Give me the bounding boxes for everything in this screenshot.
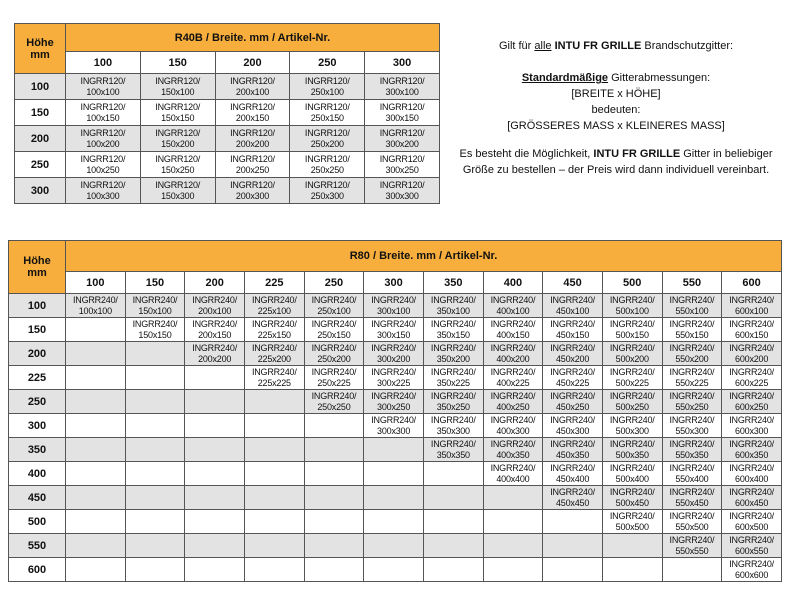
- height-header: 350: [9, 438, 66, 462]
- table-row: [9, 462, 782, 486]
- empty-cell: [364, 534, 424, 558]
- width-header: 200: [185, 272, 245, 294]
- article-cell: INGRR120/ 250x300: [290, 178, 365, 204]
- empty-cell: [185, 462, 245, 486]
- empty-cell: [662, 558, 722, 582]
- article-cell: INGRR240/ 500x500: [602, 510, 662, 534]
- article-cell: INGRR240/ 500x225: [602, 366, 662, 390]
- empty-cell: [185, 510, 245, 534]
- empty-cell: [125, 414, 185, 438]
- article-cell: INGRR240/ 500x100: [602, 294, 662, 318]
- height-header: 150: [15, 100, 66, 126]
- article-cell: INGRR120/ 150x100: [140, 74, 215, 100]
- article-cell: INGRR240/ 450x350: [543, 438, 603, 462]
- empty-cell: [364, 510, 424, 534]
- article-cell: INGRR240/ 550x450: [662, 486, 722, 510]
- empty-cell: [304, 510, 364, 534]
- table-row: [9, 414, 782, 438]
- article-cell: INGRR240/ 550x200: [662, 342, 722, 366]
- empty-cell: [244, 462, 304, 486]
- width-header: 100: [66, 52, 141, 74]
- table-row: [9, 318, 782, 342]
- height-header: 100: [9, 294, 66, 318]
- article-cell: INGRR120/ 150x200: [140, 126, 215, 152]
- article-cell: INGRR240/ 150x100: [125, 294, 185, 318]
- article-cell: INGRR120/ 250x100: [290, 74, 365, 100]
- width-header: 225: [244, 272, 304, 294]
- article-cell: INGRR240/ 550x500: [662, 510, 722, 534]
- height-header: 450: [9, 486, 66, 510]
- empty-cell: [244, 558, 304, 582]
- article-cell: INGRR240/ 250x250: [304, 390, 364, 414]
- height-header: 250: [9, 390, 66, 414]
- article-cell: INGRR240/ 450x250: [543, 390, 603, 414]
- empty-cell: [423, 510, 483, 534]
- empty-cell: [304, 414, 364, 438]
- table-row: [15, 126, 440, 152]
- width-header: 600: [722, 272, 782, 294]
- empty-cell: [304, 438, 364, 462]
- table-row: [9, 486, 782, 510]
- article-cell: INGRR240/ 300x300: [364, 414, 424, 438]
- empty-cell: [423, 534, 483, 558]
- empty-cell: [66, 342, 126, 366]
- empty-cell: [244, 534, 304, 558]
- article-cell: INGRR240/ 600x150: [722, 318, 782, 342]
- article-cell: INGRR120/ 200x250: [215, 152, 290, 178]
- article-cell: INGRR120/ 200x300: [215, 178, 290, 204]
- article-cell: INGRR240/ 225x150: [244, 318, 304, 342]
- article-cell: INGRR120/ 100x200: [66, 126, 141, 152]
- empty-cell: [66, 414, 126, 438]
- empty-cell: [185, 390, 245, 414]
- article-cell: INGRR240/ 400x300: [483, 414, 543, 438]
- empty-cell: [244, 486, 304, 510]
- width-header: 250: [304, 272, 364, 294]
- article-cell: INGRR240/ 550x300: [662, 414, 722, 438]
- article-cell: INGRR240/ 500x200: [602, 342, 662, 366]
- article-cell: INGRR240/ 500x300: [602, 414, 662, 438]
- empty-cell: [483, 510, 543, 534]
- empty-cell: [244, 414, 304, 438]
- article-cell: INGRR240/ 500x150: [602, 318, 662, 342]
- article-cell: INGRR240/ 150x150: [125, 318, 185, 342]
- article-cell: INGRR240/ 550x225: [662, 366, 722, 390]
- article-cell: INGRR240/ 250x150: [304, 318, 364, 342]
- empty-cell: [125, 342, 185, 366]
- article-cell: INGRR240/ 225x225: [244, 366, 304, 390]
- article-cell: INGRR240/ 225x200: [244, 342, 304, 366]
- empty-cell: [66, 486, 126, 510]
- empty-cell: [185, 366, 245, 390]
- note-line-1: Gilt für alle INTU FR GRILLE Brandschutzgitter:: [498, 40, 734, 52]
- article-cell: INGRR120/ 200x150: [215, 100, 290, 126]
- note-line-2: Standardmäßige Gitterabmessungen:: [521, 72, 711, 84]
- article-cell: INGRR240/ 600x400: [722, 462, 782, 486]
- height-header: 300: [15, 178, 66, 204]
- article-cell: INGRR240/ 550x400: [662, 462, 722, 486]
- empty-cell: [543, 510, 603, 534]
- empty-cell: [364, 438, 424, 462]
- article-cell: INGRR240/ 350x200: [423, 342, 483, 366]
- article-cell: INGRR120/ 250x150: [290, 100, 365, 126]
- empty-cell: [304, 462, 364, 486]
- empty-cell: [66, 534, 126, 558]
- empty-cell: [483, 558, 543, 582]
- article-cell: INGRR240/ 300x150: [364, 318, 424, 342]
- article-cell: INGRR120/ 300x150: [365, 100, 440, 126]
- empty-cell: [66, 318, 126, 342]
- article-cell: INGRR240/ 600x600: [722, 558, 782, 582]
- empty-cell: [364, 486, 424, 510]
- article-cell: INGRR240/ 600x350: [722, 438, 782, 462]
- empty-cell: [66, 366, 126, 390]
- table-title: R80 / Breite. mm / Artikel-Nr.: [66, 241, 782, 272]
- article-cell: INGRR240/ 450x450: [543, 486, 603, 510]
- height-header: 600: [9, 558, 66, 582]
- article-cell: INGRR240/ 300x225: [364, 366, 424, 390]
- table-row: [9, 438, 782, 462]
- table-row: [9, 390, 782, 414]
- table-row: [15, 100, 440, 126]
- empty-cell: [125, 534, 185, 558]
- empty-cell: [304, 558, 364, 582]
- article-cell: INGRR120/ 300x100: [365, 74, 440, 100]
- article-cell: INGRR120/ 100x300: [66, 178, 141, 204]
- table-row: [9, 510, 782, 534]
- empty-cell: [185, 414, 245, 438]
- table-row: [9, 558, 782, 582]
- article-cell: INGRR240/ 250x100: [304, 294, 364, 318]
- article-cell: INGRR240/ 550x550: [662, 534, 722, 558]
- article-cell: INGRR240/ 300x100: [364, 294, 424, 318]
- article-cell: INGRR240/ 350x300: [423, 414, 483, 438]
- height-header: 400: [9, 462, 66, 486]
- table-row: [15, 178, 440, 204]
- empty-cell: [125, 390, 185, 414]
- article-cell: INGRR240/ 200x100: [185, 294, 245, 318]
- article-cell: INGRR240/ 450x400: [543, 462, 603, 486]
- article-cell: INGRR120/ 300x200: [365, 126, 440, 152]
- table-row: [9, 534, 782, 558]
- empty-cell: [125, 438, 185, 462]
- empty-cell: [66, 390, 126, 414]
- table-row: [9, 366, 782, 390]
- article-cell: INGRR120/ 300x300: [365, 178, 440, 204]
- article-cell: INGRR240/ 500x450: [602, 486, 662, 510]
- width-header: 300: [364, 272, 424, 294]
- empty-cell: [543, 558, 603, 582]
- article-cell: INGRR120/ 150x250: [140, 152, 215, 178]
- empty-cell: [364, 558, 424, 582]
- empty-cell: [483, 534, 543, 558]
- height-header: 100: [15, 74, 66, 100]
- article-cell: INGRR240/ 500x350: [602, 438, 662, 462]
- article-cell: INGRR240/ 550x100: [662, 294, 722, 318]
- empty-cell: [423, 486, 483, 510]
- article-cell: INGRR240/ 550x150: [662, 318, 722, 342]
- empty-cell: [423, 462, 483, 486]
- empty-cell: [185, 534, 245, 558]
- width-header: 250: [290, 52, 365, 74]
- empty-cell: [244, 510, 304, 534]
- empty-cell: [602, 558, 662, 582]
- note-line-4: bedeuten:: [591, 104, 641, 116]
- article-cell: INGRR240/ 225x100: [244, 294, 304, 318]
- r40b-table: [14, 23, 440, 204]
- article-cell: INGRR240/ 500x400: [602, 462, 662, 486]
- height-header: 550: [9, 534, 66, 558]
- empty-cell: [125, 366, 185, 390]
- article-cell: INGRR240/ 400x350: [483, 438, 543, 462]
- empty-cell: [125, 510, 185, 534]
- article-cell: INGRR120/ 250x250: [290, 152, 365, 178]
- empty-cell: [125, 462, 185, 486]
- article-cell: INGRR240/ 400x250: [483, 390, 543, 414]
- empty-cell: [185, 486, 245, 510]
- table-row: [9, 342, 782, 366]
- article-cell: INGRR240/ 600x550: [722, 534, 782, 558]
- empty-cell: [244, 390, 304, 414]
- height-header: 200: [15, 126, 66, 152]
- width-header: 150: [140, 52, 215, 74]
- empty-cell: [423, 558, 483, 582]
- article-cell: INGRR240/ 400x150: [483, 318, 543, 342]
- article-cell: INGRR240/ 550x250: [662, 390, 722, 414]
- article-cell: INGRR240/ 450x225: [543, 366, 603, 390]
- article-cell: INGRR240/ 400x400: [483, 462, 543, 486]
- width-header: 200: [215, 52, 290, 74]
- empty-cell: [244, 438, 304, 462]
- empty-cell: [483, 486, 543, 510]
- table-row: [15, 152, 440, 178]
- empty-cell: [543, 534, 603, 558]
- article-cell: INGRR240/ 350x350: [423, 438, 483, 462]
- article-cell: INGRR240/ 600x200: [722, 342, 782, 366]
- article-cell: INGRR120/ 100x150: [66, 100, 141, 126]
- article-cell: INGRR240/ 350x250: [423, 390, 483, 414]
- note-line-5: [GRÖSSERES MASS x KLEINERES MASS]: [507, 120, 725, 132]
- article-cell: INGRR240/ 400x200: [483, 342, 543, 366]
- article-cell: INGRR240/ 600x500: [722, 510, 782, 534]
- height-header: 150: [9, 318, 66, 342]
- article-cell: INGRR240/ 450x150: [543, 318, 603, 342]
- article-cell: INGRR240/ 600x300: [722, 414, 782, 438]
- width-header: 300: [365, 52, 440, 74]
- height-header: 200: [9, 342, 66, 366]
- table-row: [15, 74, 440, 100]
- article-cell: INGRR240/ 400x100: [483, 294, 543, 318]
- width-header: 400: [483, 272, 543, 294]
- note-line-3: [BREITE x HÖHE]: [571, 88, 661, 100]
- width-header: 350: [423, 272, 483, 294]
- article-cell: INGRR240/ 100x100: [66, 294, 126, 318]
- height-mm-header: Höhe mm: [15, 24, 66, 74]
- empty-cell: [66, 510, 126, 534]
- empty-cell: [602, 534, 662, 558]
- article-cell: INGRR240/ 550x350: [662, 438, 722, 462]
- article-cell: INGRR240/ 600x225: [722, 366, 782, 390]
- article-cell: INGRR240/ 250x225: [304, 366, 364, 390]
- empty-cell: [364, 462, 424, 486]
- article-cell: INGRR240/ 500x250: [602, 390, 662, 414]
- article-cell: INGRR240/ 300x200: [364, 342, 424, 366]
- article-cell: INGRR240/ 600x100: [722, 294, 782, 318]
- empty-cell: [185, 438, 245, 462]
- width-header: 550: [662, 272, 722, 294]
- height-header: 500: [9, 510, 66, 534]
- article-cell: INGRR240/ 350x100: [423, 294, 483, 318]
- article-cell: INGRR240/ 450x200: [543, 342, 603, 366]
- empty-cell: [304, 486, 364, 510]
- width-header: 150: [125, 272, 185, 294]
- height-header: 300: [9, 414, 66, 438]
- info-note: [456, 38, 776, 178]
- height-mm-header: Höhe mm: [9, 241, 66, 294]
- height-header: 250: [15, 152, 66, 178]
- table-title: R40B / Breite. mm / Artikel-Nr.: [66, 24, 440, 52]
- article-cell: INGRR120/ 300x250: [365, 152, 440, 178]
- article-cell: INGRR240/ 450x300: [543, 414, 603, 438]
- article-cell: INGRR240/ 600x450: [722, 486, 782, 510]
- article-cell: INGRR240/ 200x150: [185, 318, 245, 342]
- article-cell: INGRR240/ 600x250: [722, 390, 782, 414]
- article-cell: INGRR120/ 150x300: [140, 178, 215, 204]
- empty-cell: [304, 534, 364, 558]
- empty-cell: [66, 462, 126, 486]
- width-header: 500: [602, 272, 662, 294]
- article-cell: INGRR240/ 450x100: [543, 294, 603, 318]
- article-cell: INGRR240/ 350x150: [423, 318, 483, 342]
- article-cell: INGRR240/ 250x200: [304, 342, 364, 366]
- article-cell: INGRR240/ 300x250: [364, 390, 424, 414]
- article-cell: INGRR120/ 100x250: [66, 152, 141, 178]
- article-cell: INGRR120/ 200x100: [215, 74, 290, 100]
- height-header: 225: [9, 366, 66, 390]
- note-line-6: Es besteht die Möglichkeit, INTU FR GRILLE Gitter in beliebiger Größe zu bestellen – der Preis wird dann individuell vereinbart.: [459, 148, 773, 176]
- width-header: 450: [543, 272, 603, 294]
- article-cell: INGRR120/ 150x150: [140, 100, 215, 126]
- article-cell: INGRR240/ 400x225: [483, 366, 543, 390]
- article-cell: INGRR240/ 350x225: [423, 366, 483, 390]
- table-row: [9, 294, 782, 318]
- empty-cell: [125, 486, 185, 510]
- article-cell: INGRR120/ 100x100: [66, 74, 141, 100]
- r80-table: [8, 240, 782, 582]
- empty-cell: [125, 558, 185, 582]
- empty-cell: [185, 558, 245, 582]
- empty-cell: [66, 558, 126, 582]
- article-cell: INGRR120/ 250x200: [290, 126, 365, 152]
- width-header: 100: [66, 272, 126, 294]
- article-cell: INGRR240/ 200x200: [185, 342, 245, 366]
- empty-cell: [66, 438, 126, 462]
- article-cell: INGRR120/ 200x200: [215, 126, 290, 152]
